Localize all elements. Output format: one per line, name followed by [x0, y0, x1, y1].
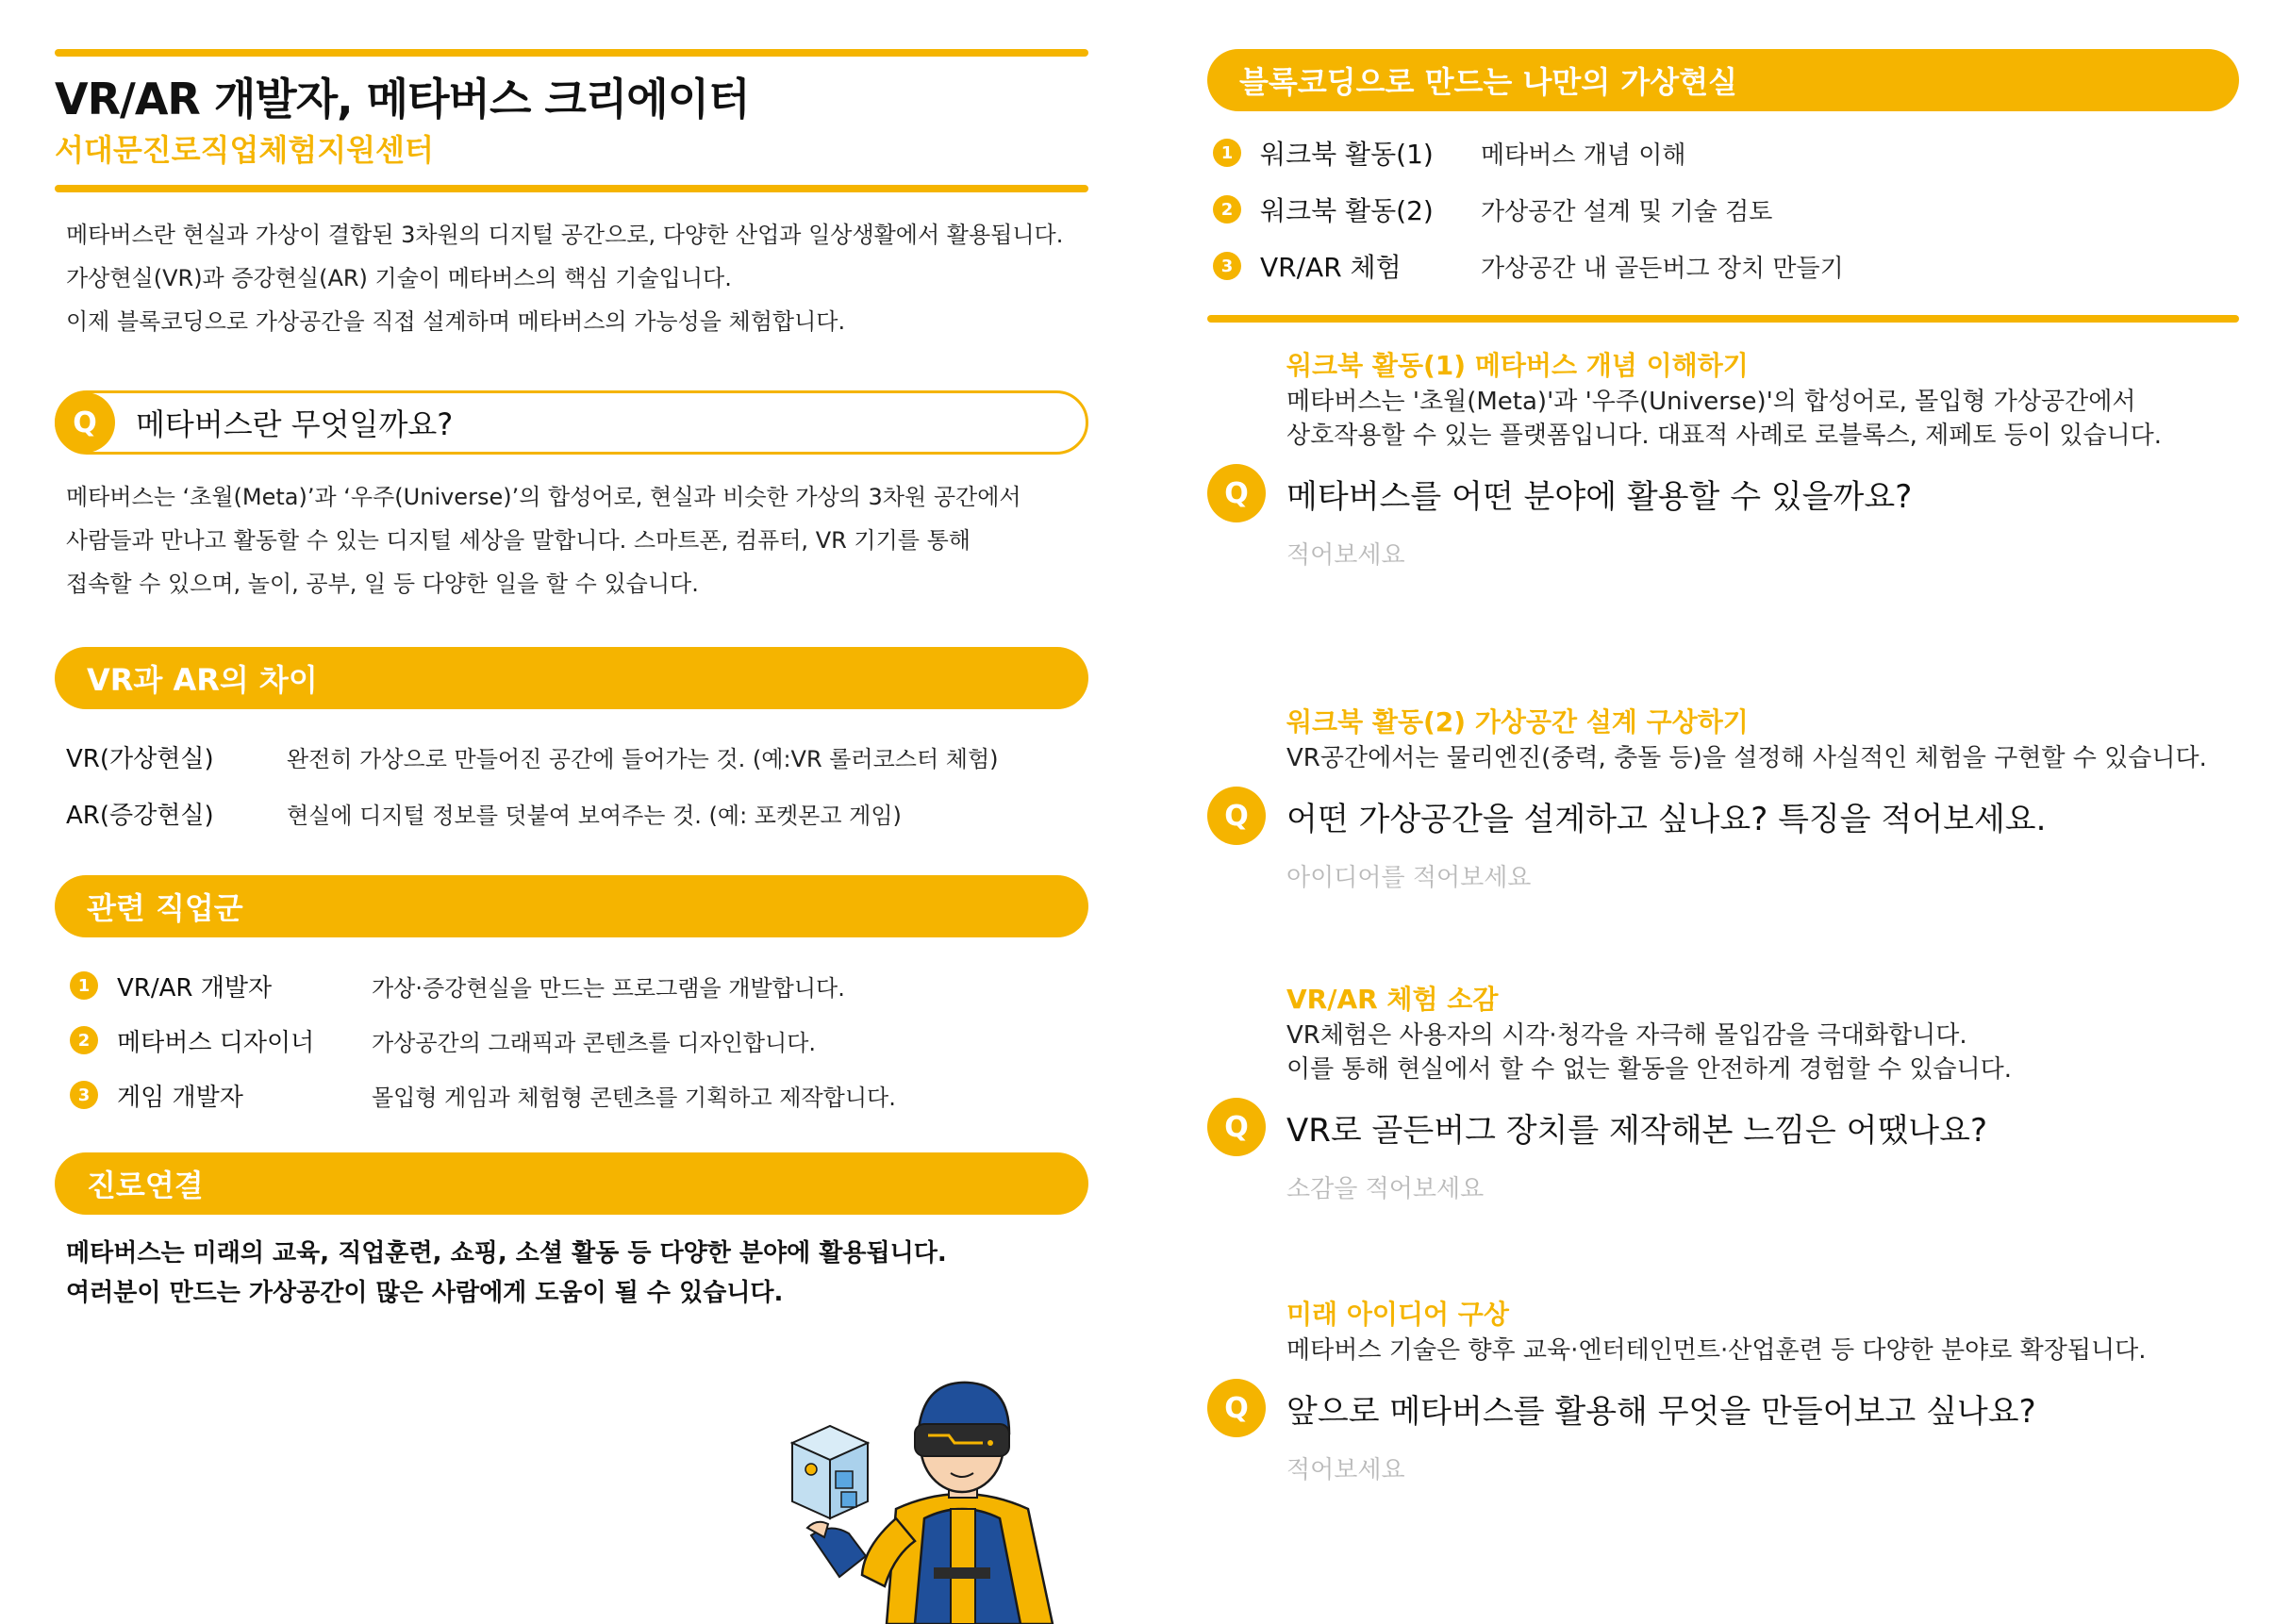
what-is-question [55, 390, 1088, 455]
job-title: VR/AR 개발자 [117, 973, 273, 1003]
q-badge-icon: Q [1207, 464, 1266, 522]
program-term: VR/AR 체험 [1260, 252, 1402, 283]
number-badge-icon: 3 [1213, 252, 1241, 280]
answer-line: 메타버스는 ‘초월(Meta)’과 ‘우주(Universe)’의 합성어로, 현실과 비슷한 가상의 3차원 공간에서 [66, 484, 1021, 510]
activity-block [1207, 981, 2239, 1204]
program-heading: 블록코딩으로 만드는 나만의 가상현실 [1207, 49, 2239, 111]
vr-ar-desc: 현실에 디지털 정보를 덧붙여 보여주는 것. (예: 포켓몬고 게임) [287, 802, 902, 829]
vr-ar-item [55, 728, 1088, 785]
activity-question [1207, 464, 2239, 522]
answer-line: 사람들과 만나고 활동할 수 있는 디지털 세상을 말합니다. 스마트폰, 컴퓨터, VR 기기를 통해 [66, 527, 971, 554]
intro-text [55, 213, 1088, 343]
q-badge-icon: Q [1207, 787, 1266, 845]
job-desc: 가상·증강현실을 만드는 프로그램을 개발합니다. [372, 974, 845, 1002]
program-item [1207, 124, 2239, 181]
activity-desc [1207, 741, 2239, 775]
activity-block [1207, 704, 2239, 893]
intro-line: 이제 블록코딩으로 가상공간을 직접 설계하며 메타버스의 가능성을 체험합니다. [66, 308, 846, 335]
activity-desc-line: 상호작용할 수 있는 플랫폼입니다. 대표적 사례로 로블록스, 제페토 등이 있습니다. [1286, 422, 2163, 450]
answer-line: 접속할 수 있으며, 놀이, 공부, 일 등 다양한 일을 할 수 있습니다. [66, 571, 699, 597]
program-term: 워크북 활동(1) [1260, 139, 1434, 170]
program-desc: 메타버스 개념 이해 [1481, 141, 1686, 170]
job-item [55, 1013, 1088, 1068]
answer-field[interactable]: 적어보세요 [1286, 1456, 1405, 1484]
activity-title: VR/AR 체험 소감 [1286, 984, 1499, 1015]
vr-ar-heading: VR과 AR의 차이 [55, 647, 1088, 709]
activity-question-text: 앞으로 메타버스를 활용해 무엇을 만들어보고 싶나요? [1286, 1392, 2036, 1431]
career-line: 여러분이 만드는 가상공간이 많은 사람에게 도움이 될 수 있습니다. [66, 1279, 784, 1307]
job-item [55, 958, 1088, 1013]
activity-desc [1207, 1334, 2239, 1367]
intro-line: 가상현실(VR)과 증강현실(AR) 기술이 메타버스의 핵심 기술입니다. [66, 265, 732, 291]
answer-field[interactable]: 적어보세요 [1286, 541, 1405, 570]
activity-desc-line: 메타버스 기술은 향후 교육·엔터테인먼트·산업훈련 등 다양한 분야로 확장됩니다. [1286, 1336, 2147, 1365]
vr-ar-list [55, 728, 1088, 841]
doc-subtitle: 서대문진로직업체험지원센터 [55, 132, 434, 168]
top-rule [55, 49, 1088, 57]
job-title: 메타버스 디자이너 [117, 1028, 315, 1057]
program-desc: 가상공간 내 골든버그 장치 만들기 [1481, 254, 1844, 283]
intro-line: 메타버스란 현실과 가상이 결합된 3차원의 디지털 공간으로, 다양한 산업과 일상생활에서 활용됩니다. [66, 222, 1064, 248]
program-list [1207, 124, 2239, 294]
job-desc: 몰입형 게임과 체험형 콘텐츠를 기획하고 제작합니다. [372, 1084, 896, 1111]
job-title: 게임 개발자 [117, 1083, 243, 1112]
answer-field[interactable]: 아이디어를 적어보세요 [1286, 864, 1532, 892]
program-item [1207, 238, 2239, 294]
doc-title: VR/AR 개발자, 메타버스 크리에이터 [55, 74, 750, 124]
job-item [55, 1068, 1088, 1122]
jobs-list [55, 958, 1088, 1122]
career-text [55, 1234, 1088, 1313]
vr-ar-term: VR(가상현실) [66, 744, 214, 773]
subtitle-rule [55, 185, 1088, 192]
number-badge-icon: 2 [1213, 195, 1241, 224]
activity-title: 워크북 활동(1) 메타버스 개념 이해하기 [1286, 350, 1749, 381]
vr-ar-desc: 완전히 가상으로 만들어진 공간에 들어가는 것. (예:VR 롤러코스터 체험) [287, 745, 999, 772]
activity-question-text: 어떤 가상공간을 설계하고 싶나요? 특징을 적어보세요. [1286, 800, 2047, 838]
jobs-heading: 관련 직업군 [55, 875, 1088, 937]
vr-ar-item [55, 785, 1088, 841]
what-is-answer [55, 475, 1088, 605]
activity-desc-line: VR공간에서는 물리엔진(중력, 충돌 등)을 설정해 사실적인 체험을 구현할 수 있습니다. [1286, 744, 2207, 772]
activity-block [1207, 1296, 2239, 1485]
vr-ar-term: AR(증강현실) [66, 801, 214, 830]
program-rule [1207, 315, 2239, 323]
q-badge-icon: Q [1207, 1379, 1266, 1437]
career-line: 메타버스는 미래의 교육, 직업훈련, 쇼핑, 소셜 활동 등 다양한 분야에 활용됩니다. [66, 1239, 947, 1268]
job-desc: 가상공간의 그래픽과 콘텐츠를 디자인합니다. [372, 1029, 817, 1056]
answer-field[interactable]: 소감을 적어보세요 [1286, 1175, 1485, 1203]
activity-question [1207, 787, 2239, 845]
number-badge-icon: 2 [70, 1026, 98, 1054]
number-badge-icon: 1 [70, 971, 98, 1000]
activity-question-text: 메타버스를 어떤 분야에 활용할 수 있을까요? [1286, 477, 1913, 516]
what-is-question-text: 메타버스란 무엇일까요? [136, 406, 454, 442]
activity-title: 워크북 활동(2) 가상공간 설계 구상하기 [1286, 706, 1749, 737]
activity-block [1207, 347, 2239, 571]
q-badge-icon: Q [1207, 1098, 1266, 1156]
left-column [55, 49, 1088, 1313]
activity-question [1207, 1098, 2239, 1156]
activity-title: 미래 아이디어 구상 [1286, 1299, 1509, 1330]
activity-question [1207, 1379, 2239, 1437]
activity-desc-line: VR체험은 사용자의 시각·청각을 자극해 몰입감을 극대화합니다. [1286, 1021, 1967, 1050]
activity-question-text: VR로 골든버그 장치를 제작해본 느낌은 어땠나요? [1286, 1111, 1988, 1150]
activity-desc-line: 메타버스는 '초월(Meta)'과 '우주(Universe)'의 합성어로, 몰입형 가상공간에서 [1286, 388, 2136, 416]
activity-desc-line: 이를 통해 현실에서 할 수 없는 활동을 안전하게 경험할 수 있습니다. [1286, 1055, 2013, 1084]
program-item [1207, 181, 2239, 238]
program-term: 워크북 활동(2) [1260, 195, 1434, 226]
program-desc: 가상공간 설계 및 기술 검토 [1481, 197, 1773, 226]
hologram-cube-icon [792, 1426, 868, 1518]
activity-desc [1207, 1019, 2239, 1086]
career-heading: 진로연결 [55, 1152, 1088, 1215]
right-column [1207, 49, 2239, 1558]
q-badge-icon: Q [55, 392, 115, 453]
number-badge-icon: 1 [1213, 139, 1241, 167]
number-badge-icon: 3 [70, 1081, 98, 1109]
activity-desc [1207, 385, 2239, 453]
vr-headset-person-icon [773, 1367, 1122, 1624]
